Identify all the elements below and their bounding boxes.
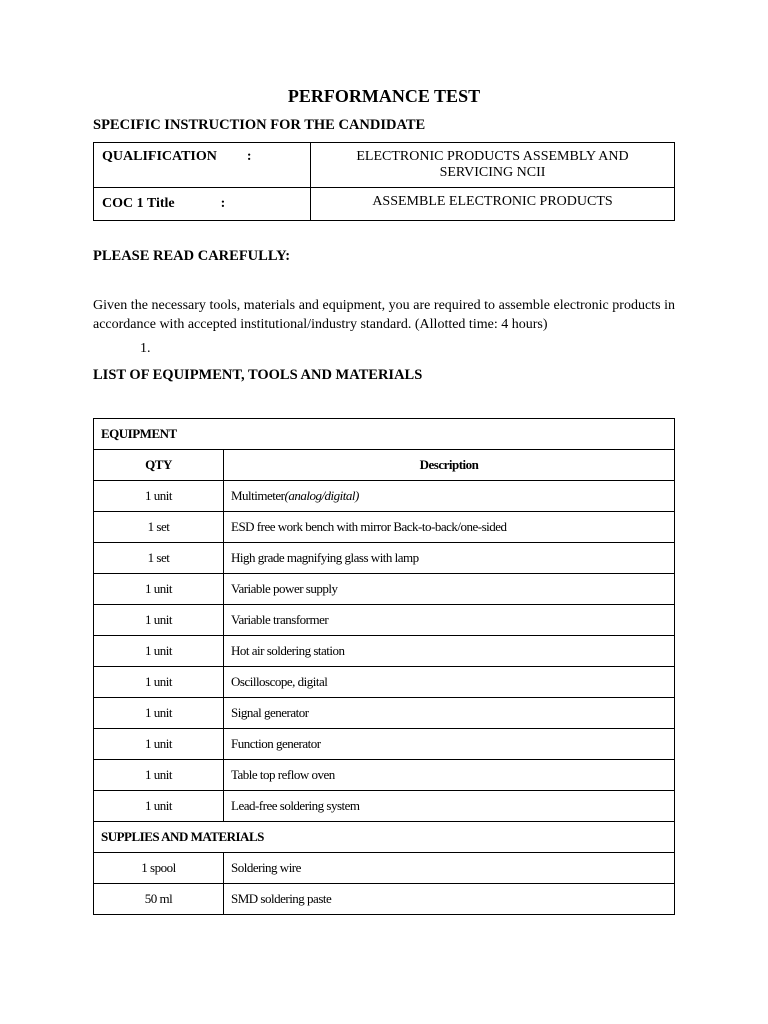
description-cell: High grade magnifying glass with lamp [224,543,675,574]
description-cell: Lead-free soldering system [224,791,675,822]
qty-cell: 1 unit [94,760,224,791]
qualification-value-line1: ELECTRONIC PRODUCTS ASSEMBLY AND [356,149,629,164]
description-column-header: Description [224,450,675,481]
description-cell: Function generator [224,729,675,760]
qty-cell: 1 unit [94,698,224,729]
qty-cell: 1 unit [94,791,224,822]
supplies-section-title: SUPPLIES AND MATERIALS [94,822,675,853]
table-row [94,574,675,605]
qty-cell: 1 spool [94,853,224,884]
table-row [94,853,675,884]
equipment-table [93,418,675,915]
table-row [94,760,675,791]
page-title: PERFORMANCE TEST [287,86,481,106]
equipment-table-body [94,419,675,915]
qty-cell: 1 set [94,512,224,543]
description-cell [224,481,675,512]
table-row [94,698,675,729]
coc-label-cell [94,188,311,221]
instructions-paragraph: Given the necessary tools, materials and equipment, you are required to assemble electronic products in accordance with accepted institutional/industry standard. (Allotted time: 4 hours) [93,298,675,332]
table-row [94,884,675,915]
description-text: Multimeter [231,488,285,503]
qty-cell: 1 unit [94,481,224,512]
description-italic-text: (analog/digital) [284,488,359,503]
qty-cell: 1 set [94,543,224,574]
table-row [94,667,675,698]
list-heading: LIST OF EQUIPMENT, TOOLS AND MATERIALS [93,367,423,383]
description-cell: Variable transformer [224,605,675,636]
coc-row [94,188,675,221]
coc-label: COC 1 Title [102,196,175,211]
qualification-row [94,143,675,188]
coc-value: ASSEMBLE ELECTRONIC PRODUCTS [372,194,613,209]
description-cell: Oscilloscope, digital [224,667,675,698]
supplies-section-row [94,822,675,853]
qty-cell: 1 unit [94,636,224,667]
qualification-label-cell [94,143,311,188]
description-cell: ESD free work bench with mirror Back-to-back/one-sided [224,512,675,543]
table-row [94,543,675,574]
qualification-value-cell [311,143,675,188]
description-cell: Variable power supply [224,574,675,605]
qualification-label: QUALIFICATION [102,149,217,164]
description-cell: Signal generator [224,698,675,729]
equipment-section-row [94,419,675,450]
table-row [94,481,675,512]
list-number: 1. [140,341,151,356]
subtitle: SPECIFIC INSTRUCTION FOR THE CANDIDATE [93,117,426,133]
table-row [94,791,675,822]
description-cell: Soldering wire [224,853,675,884]
qty-cell: 1 unit [94,605,224,636]
description-cell: Hot air soldering station [224,636,675,667]
qty-cell: 1 unit [94,574,224,605]
qty-cell: 1 unit [94,729,224,760]
coc-value-cell [311,188,675,221]
table-row [94,729,675,760]
description-cell: Table top reflow oven [224,760,675,791]
coc-colon: : [220,196,226,211]
please-read-heading: PLEASE READ CAREFULLY: [93,248,291,264]
qualification-table [93,142,675,221]
qty-column-header: QTY [94,450,224,481]
table-row [94,512,675,543]
qualification-value-line2: SERVICING NCII [439,165,546,180]
qualification-colon: : [246,149,252,164]
qty-cell: 1 unit [94,667,224,698]
column-header-row [94,450,675,481]
equipment-section-title: EQUIPMENT [94,419,675,450]
table-row [94,636,675,667]
qty-cell: 50 ml [94,884,224,915]
table-row [94,605,675,636]
description-cell: SMD soldering paste [224,884,675,915]
